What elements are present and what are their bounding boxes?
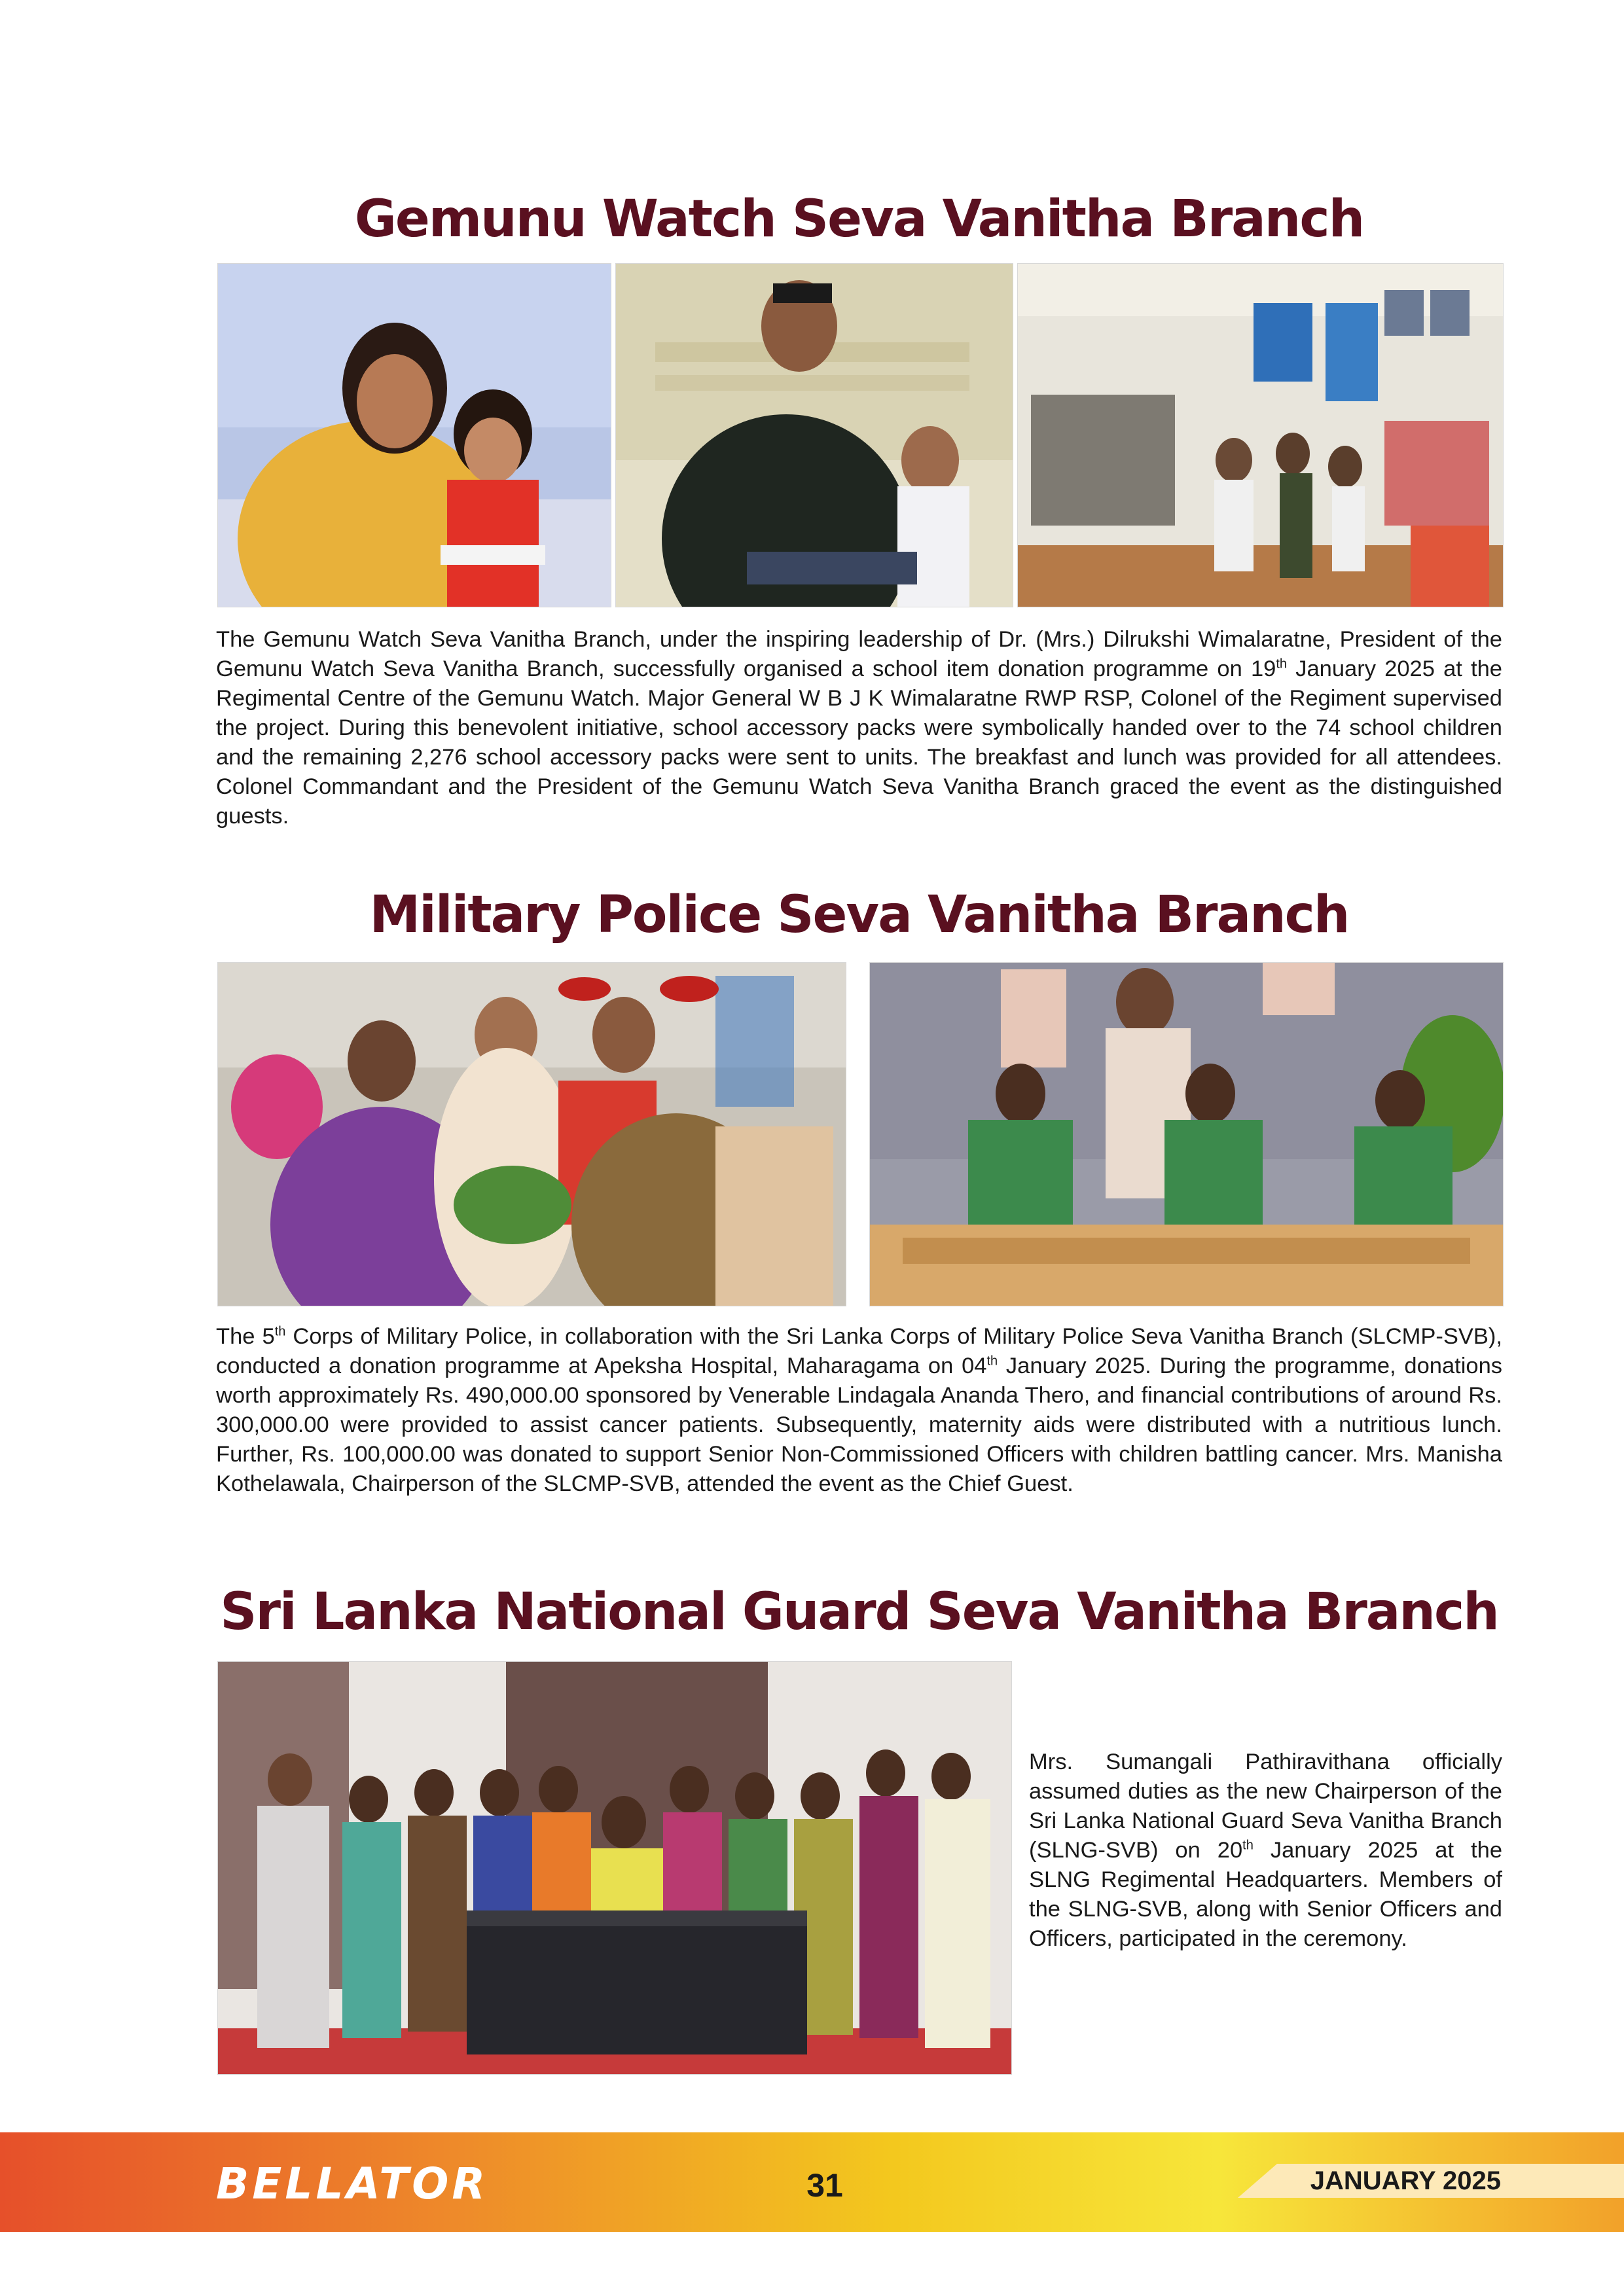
section-text-gemunu-watch: The Gemunu Watch Seva Vanitha Branch, under the inspiring leadership of Dr. (Mrs.) Dilrukshi Wimalaratne, President of the Gemunu Watch Seva Vanitha Branch, successfully organised a school item donation programme on 19th January 2025 at the Regimental Centre of the Gemunu Watch. Major General W B J K Wimalaratne RWP RSP, Colonel of the Regiment supervised the project. During this benevolent initiative, school accessory packs were symbolically handed over to the 74 school children and the remaining 2,276 school accessory packs were sent to units. The breakfast and lunch was provided for all attendees. Colonel Commandant and the President of the Gemunu Watch Seva Vanitha Branch graced the event as the distinguished guests. (216, 627, 1502, 829)
magazine-brand: BELLATOR (216, 2159, 489, 2209)
photo-museum-visit (1017, 263, 1504, 607)
section-text-military-police: The 5th Corps of Military Police, in collaboration with the Sri Lanka Corps of Military Police Seva Vanitha Branch (SLCMP-SVB), conducted a donation programme at Apeksha Hospital, Maharagama on 04th January 2025. During the programme, donations worth approximately Rs. 490,000.00 sponsored by Venerable Lindagala Ananda Thero, and financial contributions of around Rs. 300,000.00 were provided to assist cancer patients. Subsequently, maternity aids were distributed with a nutritious lunch. Further, Rs. 100,000.00 was donated to support Senior Non-Commissioned Officers with children battling cancer. Mrs. Manisha Kothelawala, Chairperson of the SLCMP-SVB, attended the event as the Chief Guest. (216, 1324, 1503, 1496)
photo-lunch-table (869, 962, 1504, 1306)
photo-woman-with-child (217, 263, 611, 607)
section-text-national-guard: Mrs. Sumangali Pathiravithana officially assumed duties as the new Chairperson of the Sri Lanka National Guard Seva Vanitha Branch (SLNG-SVB) on 20th January 2025 at the SLNG Regimental Headquarters. Members of the SLNG-SVB, along with Senior Officers and Officers, participated in the ceremony. (1029, 1749, 1503, 1951)
section-heading-national-guard: Sri Lanka National Guard Seva Vanitha Branch (220, 1583, 1498, 1641)
photo-group-ceremony (217, 1661, 1012, 2075)
issue-date: JANUARY 2025 (1310, 2166, 1501, 2195)
section-heading-gemunu-watch: Gemunu Watch Seva Vanitha Branch (354, 190, 1364, 249)
page-number: 31 (806, 2167, 843, 2204)
photo-donation-handover (217, 962, 846, 1306)
photo-officer-with-schoolgirl (615, 263, 1013, 607)
page-footer (0, 2132, 1624, 2232)
section-heading-military-police: Military Police Seva Vanitha Branch (369, 886, 1349, 944)
